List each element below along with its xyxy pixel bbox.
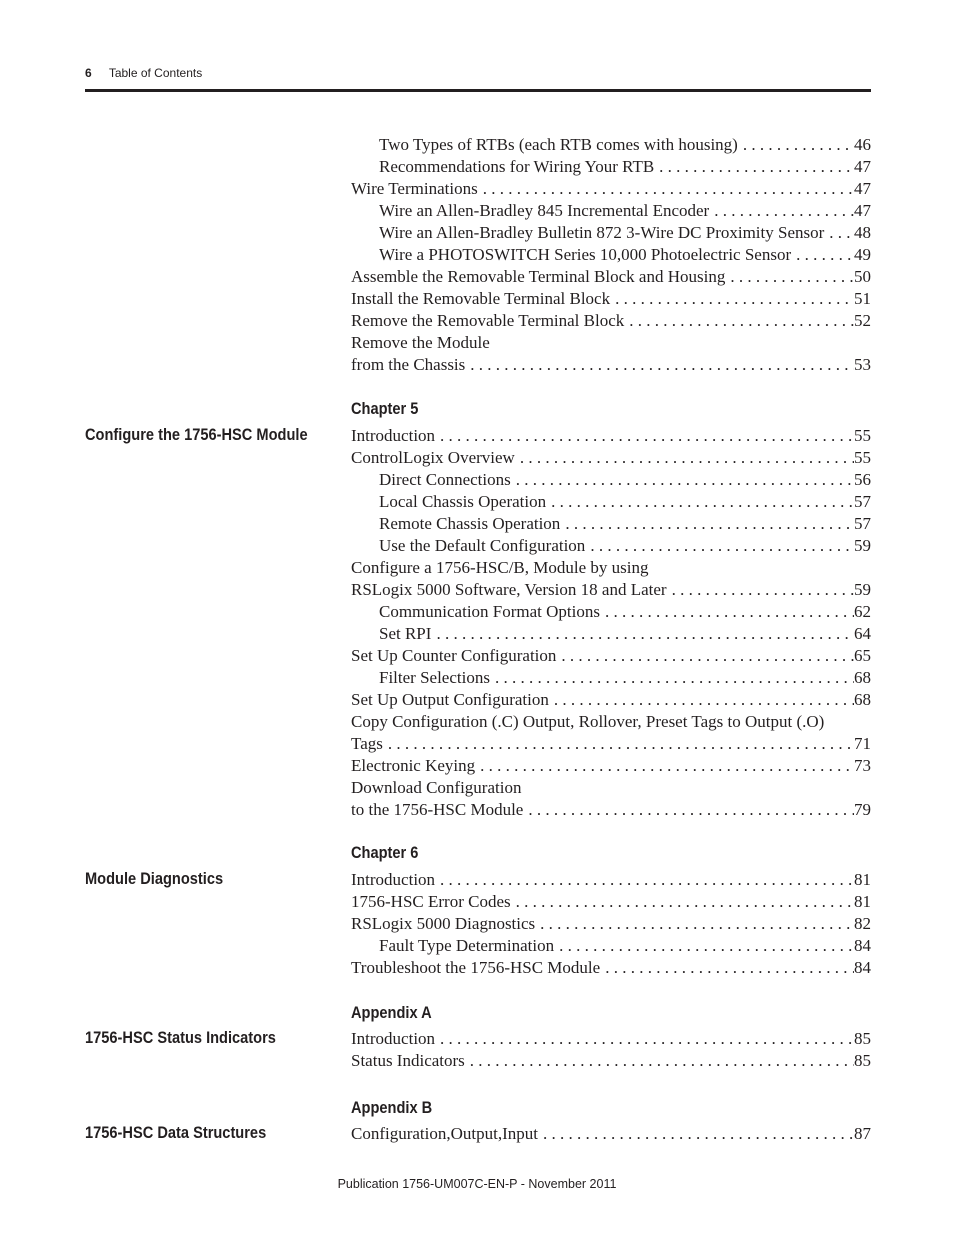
dot-leader xyxy=(738,134,854,156)
toc-entry[interactable] xyxy=(351,913,871,935)
toc-entry-page: 49 xyxy=(854,245,871,264)
appendix-a-title: 1756-HSC Status Indicators xyxy=(85,1028,276,1047)
toc-entry-title: Download Configuration xyxy=(351,778,522,797)
toc-entry-page: 53 xyxy=(854,355,871,374)
toc-entry[interactable] xyxy=(351,1050,871,1072)
toc-block-chapter-5 xyxy=(351,425,871,821)
toc-entry[interactable] xyxy=(351,354,871,376)
toc-entry-page: 87 xyxy=(854,1124,871,1143)
toc-entry-title: Electronic Keying xyxy=(351,756,476,775)
toc-entry-title: Wire a PHOTOSWITCH Series 10,000 Photoelectric Sensor xyxy=(379,245,792,264)
toc-entry-title: Two Types of RTBs (each RTB comes with housing) xyxy=(379,135,738,154)
toc-entry-title: Configuration,Output,Input xyxy=(351,1124,538,1143)
dot-leader xyxy=(511,891,854,913)
toc-entry[interactable] xyxy=(351,957,871,979)
toc-entry[interactable] xyxy=(351,557,871,579)
dot-leader xyxy=(709,200,854,222)
toc-entry-title: Remove the Removable Terminal Block xyxy=(351,311,625,330)
dot-leader xyxy=(511,469,854,491)
toc-entry-page: 68 xyxy=(854,690,871,709)
toc-entry-page: 73 xyxy=(854,756,871,775)
toc-entry-page: 84 xyxy=(854,958,871,977)
toc-entry-page: 81 xyxy=(854,870,871,889)
toc-entry-page: 47 xyxy=(854,179,871,198)
dot-leader xyxy=(824,222,854,244)
toc-entry[interactable] xyxy=(351,1123,871,1145)
toc-entry-title: to the 1756-HSC Module xyxy=(351,800,524,819)
toc-entry[interactable] xyxy=(351,425,871,447)
dot-leader xyxy=(624,310,854,332)
toc-entry-title: Configure a 1756-HSC/B, Module by using xyxy=(351,558,649,577)
toc-entry[interactable] xyxy=(351,469,871,491)
toc-block-appendix-a xyxy=(351,1028,871,1072)
toc-entry[interactable] xyxy=(351,579,871,601)
dot-leader xyxy=(478,178,854,200)
page-number: 6 xyxy=(85,66,92,80)
page-header xyxy=(85,66,202,80)
header-rule xyxy=(85,89,871,92)
toc-entry-title: Wire Terminations xyxy=(351,179,478,198)
toc-entry-title: Communication Format Options xyxy=(379,602,600,621)
toc-entry-page: 84 xyxy=(854,936,871,955)
toc-entry-title: Introduction xyxy=(351,426,436,445)
toc-entry-title: Introduction xyxy=(351,870,436,889)
chapter-6-title: Module Diagnostics xyxy=(85,869,224,888)
dot-leader xyxy=(435,1028,854,1050)
toc-entry[interactable] xyxy=(351,200,871,222)
chapter-5-label: Chapter 5 xyxy=(351,399,419,418)
toc-entry-page: 57 xyxy=(854,492,871,511)
dot-leader xyxy=(475,755,854,777)
dot-leader xyxy=(546,491,854,513)
toc-entry[interactable] xyxy=(351,799,871,821)
toc-entry-title: Direct Connections xyxy=(379,470,511,489)
toc-entry-page: 64 xyxy=(854,624,871,643)
toc-entry[interactable] xyxy=(351,266,871,288)
toc-entry-page: 57 xyxy=(854,514,871,533)
appendix-a-label: Appendix A xyxy=(351,1003,432,1022)
dot-leader xyxy=(515,447,854,469)
toc-entry-title: Wire an Allen-Bradley 845 Incremental Encoder xyxy=(379,201,710,220)
toc-entry[interactable] xyxy=(351,288,871,310)
dot-leader xyxy=(585,535,854,557)
toc-entry-page: 50 xyxy=(854,267,871,286)
toc-entry[interactable] xyxy=(351,156,871,178)
toc-entry-title: Remote Chassis Operation xyxy=(379,514,561,533)
toc-entry-page: 52 xyxy=(854,311,871,330)
dot-leader xyxy=(435,425,854,447)
dot-leader xyxy=(654,156,854,178)
toc-entry-page: 81 xyxy=(854,892,871,911)
toc-entry-page: 65 xyxy=(854,646,871,665)
dot-leader xyxy=(490,667,854,689)
toc-entry-title: 1756-HSC Error Codes xyxy=(351,892,511,911)
toc-entry-title: Wire an Allen-Bradley Bulletin 872 3-Wire DC Proximity Sensor xyxy=(379,223,825,242)
toc-entry[interactable] xyxy=(351,1028,871,1050)
toc-entry-title: Filter Selections xyxy=(379,668,490,687)
dot-leader xyxy=(538,1123,854,1145)
toc-entry-title: Tags xyxy=(351,734,383,753)
publication-footer: Publication 1756-UM007C-EN-P - November 2011 xyxy=(337,1177,617,1191)
toc-entry-title: Remove the Module xyxy=(351,333,490,352)
toc-entry[interactable] xyxy=(351,310,871,332)
toc-entry-page: 56 xyxy=(854,470,871,489)
toc-entry[interactable] xyxy=(351,711,871,733)
dot-leader xyxy=(667,579,854,601)
toc-entry[interactable] xyxy=(351,935,871,957)
dot-leader xyxy=(435,869,854,891)
toc-entry[interactable] xyxy=(351,134,871,156)
toc-entry[interactable] xyxy=(351,222,871,244)
dot-leader xyxy=(725,266,854,288)
toc-entry-page: 68 xyxy=(854,668,871,687)
dot-leader xyxy=(383,733,854,755)
toc-entry-title: Assemble the Removable Terminal Block and Housing xyxy=(351,267,726,286)
dot-leader xyxy=(610,288,854,310)
dot-leader xyxy=(465,1050,854,1072)
toc-entry-title: Set RPI xyxy=(379,624,432,643)
toc-entry-page: 59 xyxy=(854,536,871,555)
toc-entry-page: 79 xyxy=(854,800,871,819)
dot-leader xyxy=(791,244,854,266)
dot-leader xyxy=(549,689,854,711)
toc-entry[interactable] xyxy=(351,645,871,667)
toc-entry-page: 59 xyxy=(854,580,871,599)
dot-leader xyxy=(556,645,854,667)
toc-entry-page: 82 xyxy=(854,914,871,933)
toc-entry[interactable] xyxy=(351,891,871,913)
toc-entry[interactable] xyxy=(351,244,871,266)
toc-entry-title: Use the Default Configuration xyxy=(379,536,586,555)
toc-entry[interactable] xyxy=(351,447,871,469)
chapter-6-label: Chapter 6 xyxy=(351,843,419,862)
toc-entry-page: 55 xyxy=(854,448,871,467)
toc-entry[interactable] xyxy=(351,491,871,513)
dot-leader xyxy=(465,354,854,376)
toc-entry[interactable] xyxy=(351,869,871,891)
toc-entry[interactable] xyxy=(351,601,871,623)
toc-entry[interactable] xyxy=(351,178,871,200)
chapter-5-title: Configure the 1756-HSC Module xyxy=(85,425,308,444)
dot-leader xyxy=(560,513,854,535)
toc-entry-title: RSLogix 5000 Software, Version 18 and Later xyxy=(351,580,667,599)
dot-leader xyxy=(600,601,854,623)
toc-entry-title: from the Chassis xyxy=(351,355,466,374)
toc-entry[interactable] xyxy=(351,332,871,354)
toc-entry[interactable] xyxy=(351,755,871,777)
toc-entry-page: 46 xyxy=(854,135,871,154)
dot-leader xyxy=(523,799,854,821)
toc-entry[interactable] xyxy=(351,623,871,645)
toc-entry-page: 55 xyxy=(854,426,871,445)
toc-entry-page: 51 xyxy=(854,289,871,308)
toc-entry-page: 48 xyxy=(854,223,871,242)
toc-entry[interactable] xyxy=(351,667,871,689)
toc-entry-title: Introduction xyxy=(351,1029,436,1048)
toc-entry-title: Install the Removable Terminal Block xyxy=(351,289,611,308)
toc-entry-page: 47 xyxy=(854,157,871,176)
appendix-b-label: Appendix B xyxy=(351,1098,433,1117)
toc-entry[interactable] xyxy=(351,535,871,557)
toc-block-appendix-b xyxy=(351,1123,871,1145)
dot-leader xyxy=(431,623,854,645)
dot-leader xyxy=(600,957,854,979)
toc-entry-title: Status Indicators xyxy=(351,1051,465,1070)
toc-entry-page: 47 xyxy=(854,201,871,220)
header-title: Table of Contents xyxy=(108,66,203,80)
toc-entry[interactable] xyxy=(351,733,871,755)
toc-entry-page: 85 xyxy=(854,1051,871,1070)
toc-entry-title: Copy Configuration (.C) Output, Rollover, Preset Tags to Output (.O) xyxy=(351,712,825,731)
toc-entry-title: Fault Type Determination xyxy=(379,936,555,955)
appendix-b-title: 1756-HSC Data Structures xyxy=(85,1123,267,1142)
toc-entry-title: Set Up Output Configuration xyxy=(351,690,549,709)
toc-entry[interactable] xyxy=(351,513,871,535)
toc-entry-title: Recommendations for Wiring Your RTB xyxy=(379,157,655,176)
toc-entry-page: 62 xyxy=(854,602,871,621)
toc-entry-title: Troubleshoot the 1756-HSC Module xyxy=(351,958,601,977)
dot-leader xyxy=(535,913,854,935)
toc-entry-title: ControlLogix Overview xyxy=(351,448,515,467)
dot-leader xyxy=(554,935,854,957)
toc-block-chapter-6 xyxy=(351,869,871,979)
toc-entry[interactable] xyxy=(351,689,871,711)
toc-entry-title: Set Up Counter Configuration xyxy=(351,646,557,665)
toc-entry[interactable] xyxy=(351,777,871,799)
toc-entry-title: Local Chassis Operation xyxy=(379,492,547,511)
toc-entry-page: 71 xyxy=(854,734,871,753)
toc-block-continued xyxy=(351,134,871,376)
toc-entry-page: 85 xyxy=(854,1029,871,1048)
toc-entry-title: RSLogix 5000 Diagnostics xyxy=(351,914,536,933)
